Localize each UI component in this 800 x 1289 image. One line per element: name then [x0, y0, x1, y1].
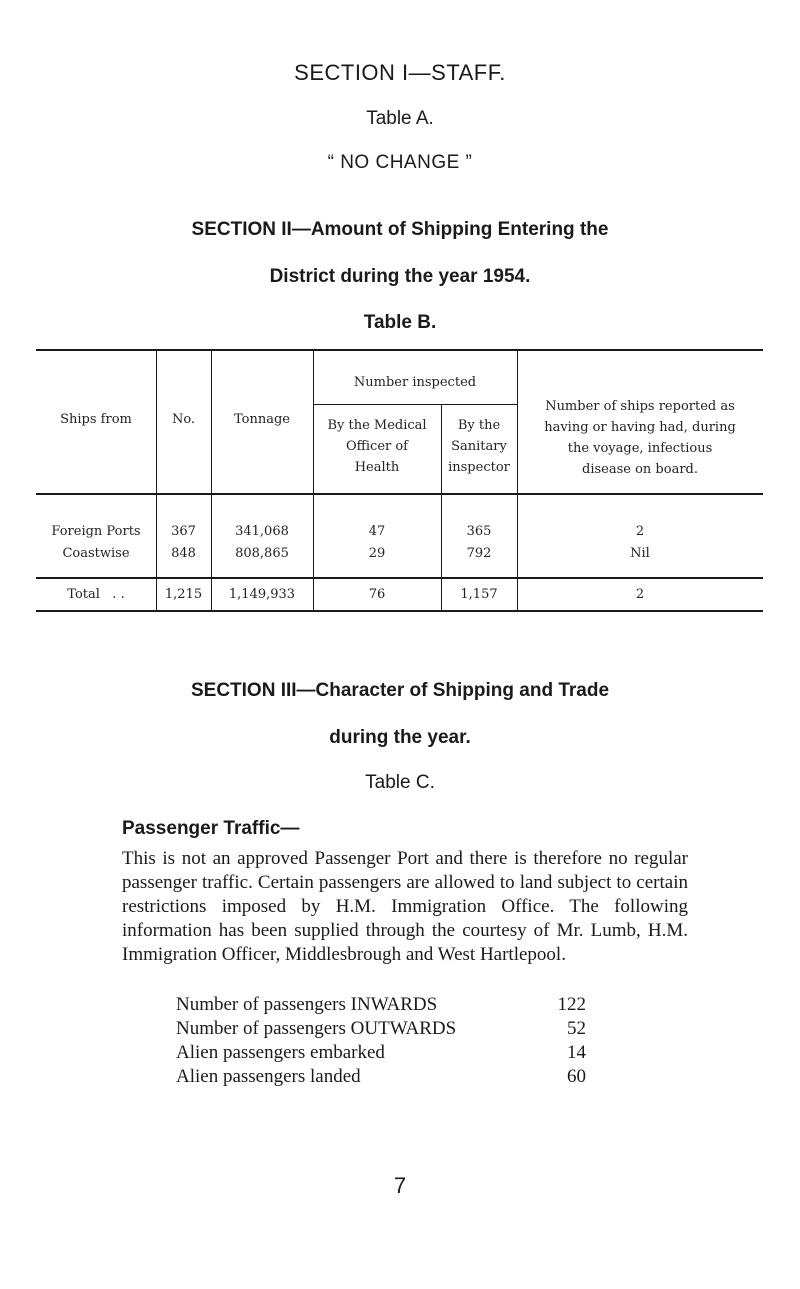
cell-total-no: 1,215	[164, 587, 203, 602]
header-reported-line: the voyage, infectious	[567, 441, 713, 456]
table-a-note: “ NO CHANGE ”	[327, 152, 473, 173]
stat-value: 52	[567, 1018, 586, 1039]
cell-total-sanitary: 1,157	[460, 587, 498, 602]
page-number: 7	[393, 1173, 407, 1198]
stat-label: Number of passengers OUTWARDS	[176, 1018, 457, 1039]
section-2-title: SECTION II—Amount of Shipping Entering the	[191, 219, 609, 240]
header-reported-line: having or having had, during	[544, 420, 736, 435]
table-col-rule	[156, 349, 157, 611]
table-b-title: Table B.	[363, 312, 437, 333]
header-reported-line: Number of ships reported as	[545, 399, 735, 414]
cell-total-medical: 76	[368, 587, 386, 602]
table-sub-rule	[313, 404, 517, 405]
stat-label: Number of passengers INWARDS	[176, 994, 438, 1015]
header-number-inspected: Number inspected	[353, 375, 477, 390]
header-sanitary-line: Sanitary	[451, 439, 507, 454]
cell-total-label: Total . .	[67, 587, 125, 602]
passenger-traffic-paragraph: This is not an approved Passenger Port and there is therefore no regular passenger traffic. Certain passengers are allowed to land subject to certain restrictions imposed by H.M. Immigration Office. The following information has been supplied through the courtesy of Mr. Lumb, H.M. Immigration Officer, Middlesbrough and West Hartlepool.	[122, 848, 688, 965]
cell-medical: 47	[368, 524, 386, 539]
header-medical-line: Officer of	[345, 439, 408, 454]
cell-reported: Nil	[630, 546, 650, 561]
section-3-title: SECTION III—Character of Shipping and Trade	[190, 680, 610, 701]
stat-value: 60	[567, 1066, 586, 1087]
stat-value: 14	[567, 1042, 586, 1063]
table-col-rule	[211, 349, 212, 611]
cell-total-reported: 2	[635, 587, 645, 602]
section-1-title: SECTION I—STAFF.	[294, 60, 506, 85]
section-2-subtitle: District during the year 1954.	[269, 266, 531, 287]
table-total-rule	[36, 577, 763, 579]
stat-label: Alien passengers landed	[176, 1066, 361, 1087]
header-reported-line: disease on board.	[582, 462, 698, 477]
cell-tonnage: 808,865	[235, 546, 289, 561]
table-bottom-rule	[36, 610, 763, 612]
cell-ships-from: Foreign Ports	[51, 524, 141, 539]
cell-total-tonnage: 1,149,933	[228, 587, 296, 602]
stat-label: Alien passengers embarked	[176, 1042, 385, 1063]
cell-no: 367	[171, 524, 196, 539]
table-header-rule	[36, 493, 763, 495]
header-tonnage: Tonnage	[234, 412, 290, 427]
header-sanitary-line: inspector	[448, 460, 510, 475]
header-sanitary-line: By the	[457, 418, 501, 433]
section-3-subtitle: during the year.	[329, 727, 471, 748]
table-c-title: Table C.	[365, 772, 435, 793]
cell-tonnage: 341,068	[235, 524, 289, 539]
cell-no: 848	[171, 546, 196, 561]
header-medical-line: Health	[354, 460, 400, 475]
table-a-title: Table A.	[366, 108, 434, 129]
stat-value: 122	[557, 994, 586, 1015]
header-no: No.	[171, 412, 196, 427]
cell-ships-from: Coastwise	[62, 546, 130, 561]
shipping-table	[0, 0, 800, 640]
table-col-rule	[517, 349, 518, 611]
table-top-rule	[36, 349, 763, 351]
cell-medical: 29	[368, 546, 386, 561]
header-ships-from: Ships from	[60, 412, 132, 427]
cell-sanitary: 792	[466, 546, 492, 561]
header-medical-line: By the Medical	[327, 418, 427, 433]
cell-reported: 2	[635, 524, 645, 539]
passenger-traffic-heading: Passenger Traffic—	[122, 818, 300, 839]
cell-sanitary: 365	[466, 524, 492, 539]
